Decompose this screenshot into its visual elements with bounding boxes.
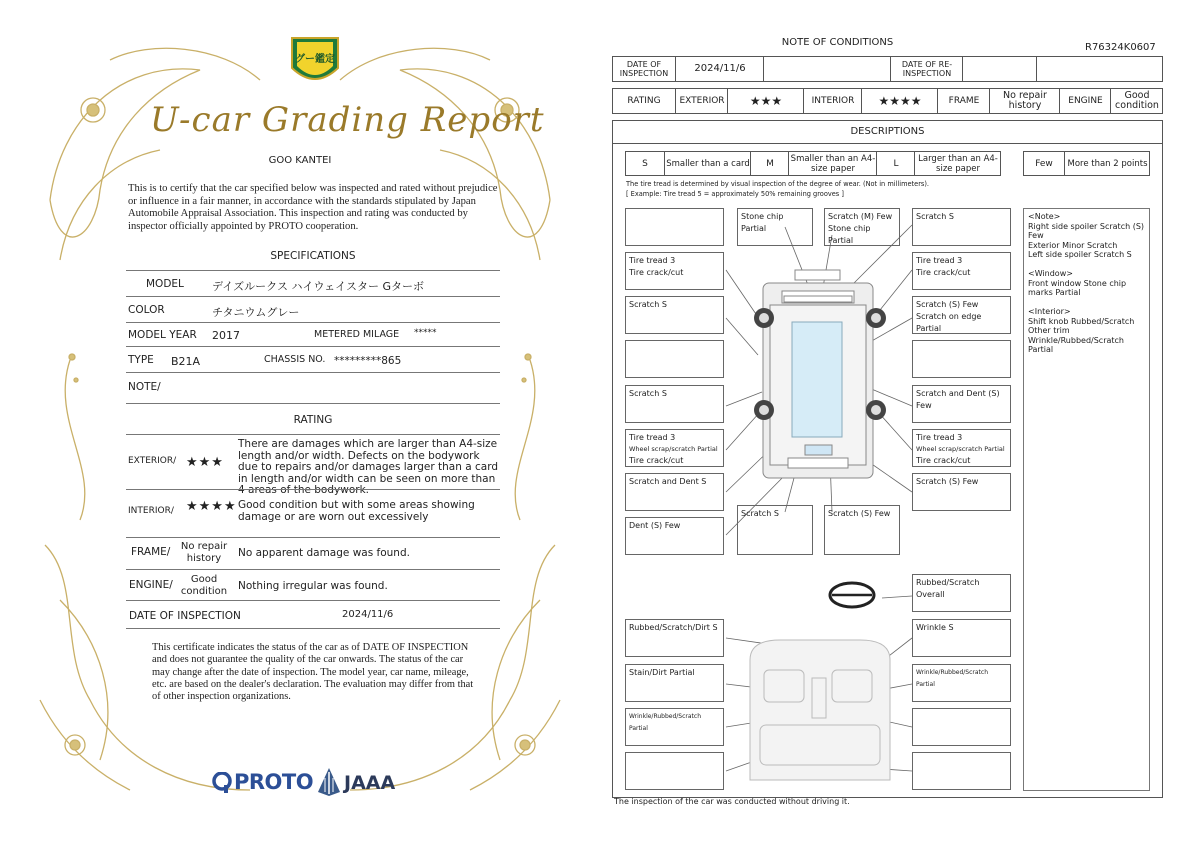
exterior-stars: ★★★ <box>186 455 224 470</box>
exterior-stars: ★★★ <box>727 89 804 113</box>
frame-label: FRAME/ <box>131 546 171 558</box>
date-of-inspection-label: DATE OF INSPECTION <box>129 610 241 622</box>
damage-box-left-front-tire <box>625 252 724 290</box>
certificate-footer: This certificate indicates the status of the car as of DATE OF INSPECTION and does not guarantee the quality of the car onwards. The status of the car may change after the date of inspection. The model year, car name, mileage, etc. are based on the dealer's declaration. The evaluation may differ from that of other inspection organizations. <box>152 642 474 703</box>
damage-box <box>625 752 724 790</box>
damage-text: Rubbed/Scratch Overall <box>916 578 980 599</box>
proto-logo: PROTO <box>234 770 314 794</box>
frame-label: FRAME <box>937 89 990 113</box>
chassis-value: *********865 <box>334 355 402 367</box>
damage-text: Scratch S <box>629 300 667 309</box>
model-year-label: MODEL YEAR <box>128 329 197 341</box>
damage-box-left-door <box>625 385 724 423</box>
damage-text: Tire tread 3 <box>916 433 963 442</box>
engine-value: Good condition <box>180 574 228 597</box>
legend-s: S <box>642 158 648 169</box>
tire-note-1: The tire tread is determined by visual inspection of the degree of wear. (Not in millimeters). <box>626 180 930 188</box>
interior-stars: ★★★★ <box>186 499 237 514</box>
frame-value: No repair history <box>989 89 1060 113</box>
interior-stars: ★★★★ <box>861 89 938 113</box>
damage-text: Scratch (M) Few Stone chip Partial <box>828 212 893 245</box>
damage-box <box>625 208 724 246</box>
damage-box-front-seat <box>625 664 724 702</box>
divider <box>126 489 500 490</box>
engine-value: Good condition <box>1110 89 1163 113</box>
damage-text: Scratch S <box>629 389 667 398</box>
damage-text: Scratch (S) Few <box>916 477 979 486</box>
legend-m-text: Smaller than an A4-size paper <box>788 152 877 175</box>
divider <box>126 628 500 629</box>
damage-box-left-rear-tire <box>625 429 724 467</box>
damage-text: Tire tread 3 Tire crack/cut <box>916 256 971 277</box>
note-of-conditions-sheet <box>600 0 1200 848</box>
mileage-label: METERED MILAGE <box>314 329 400 340</box>
damage-text: Tire tread 3 Tire crack/cut <box>629 256 684 277</box>
notes-panel <box>1023 208 1150 791</box>
damage-text: Scratch and Dent S <box>629 477 707 486</box>
rating-heading: RATING <box>293 414 333 426</box>
date-of-reinspection-label: DATE OF RE-INSPECTION <box>890 57 963 81</box>
engine-label: ENGINE <box>1059 89 1111 113</box>
damage-text: Wrinkle/Rubbed/Scratch Partial <box>629 713 701 732</box>
damage-text: Tire crack/cut <box>629 456 684 465</box>
divider <box>126 296 500 297</box>
damage-box-right-fender <box>912 296 1011 334</box>
damage-text: Scratch and Dent (S) Few <box>916 389 1000 410</box>
damage-text: Wrinkle S <box>916 623 954 632</box>
damage-box-driver-seat <box>912 664 1011 702</box>
organization-name: GOO KANTEI <box>268 155 332 166</box>
divider <box>126 403 500 404</box>
exterior-label: EXTERIOR <box>675 89 728 113</box>
damage-text: Tire crack/cut <box>916 456 971 465</box>
divider <box>126 270 500 271</box>
damage-text: Stain/Dirt Partial <box>629 668 695 677</box>
legend-few: Few <box>1035 158 1053 169</box>
type-value: B21A <box>171 355 201 368</box>
mileage-value: ***** <box>414 328 437 338</box>
interior-label: INTERIOR <box>803 89 862 113</box>
color-value: チタニウムグレー <box>212 306 300 319</box>
exterior-label: EXTERIOR/ <box>128 456 177 466</box>
model-value: デイズルークス ハイウェイスター Gターボ <box>212 280 424 293</box>
date-of-inspection-value: 2024/11/6 <box>675 57 764 81</box>
damage-text: Scratch S <box>741 509 779 518</box>
rating-label: RATING <box>627 96 661 106</box>
damage-text: Wheel scrap/scratch Partial <box>629 444 718 453</box>
damage-box <box>912 340 1011 378</box>
damage-box-rear-right <box>824 505 900 555</box>
legend-s-text: Smaller than a card <box>664 152 751 175</box>
chassis-label: CHASSIS NO. <box>264 354 326 365</box>
damage-text: Wheel scrap/scratch Partial <box>916 444 1005 453</box>
frame-description: No apparent damage was found. <box>238 547 410 559</box>
interior-description: Good condition but with some areas showing damage or are worn out excessively <box>238 499 475 523</box>
date-of-inspection-value: 2024/11/6 <box>342 609 394 620</box>
color-label: COLOR <box>128 304 165 316</box>
damage-text: Rubbed/Scratch/Dirt S <box>629 623 718 632</box>
damage-box <box>912 752 1011 790</box>
damage-text: Scratch (S) Few <box>828 509 891 518</box>
specifications-heading: SPECIFICATIONS <box>270 250 356 262</box>
damage-box <box>912 708 1011 746</box>
damage-box-left-trim <box>625 708 724 746</box>
divider <box>126 434 500 435</box>
damage-box-right-quarter <box>912 473 1011 511</box>
tire-note-2: [ Example: Tire tread 5 = approximately 50% remaining grooves ] <box>626 190 844 198</box>
damage-box-right-trim <box>912 619 1011 657</box>
damage-text: Dent (S) Few <box>629 521 681 530</box>
sheet-title: NOTE OF CONDITIONS <box>781 37 894 48</box>
proto-logo-icon <box>212 772 232 794</box>
damage-text: Scratch S <box>916 212 954 221</box>
report-title: U-car Grading Report <box>150 100 545 140</box>
exterior-description: There are damages which are larger than A4-size length and/or width. Defects on the bodywork due to repairs and/or damages larger than a card in length and/or width can be seen on more than 4 areas of the bodywork. <box>238 438 498 496</box>
divider <box>126 600 500 601</box>
reference-number: R76324K0607 <box>1085 42 1156 53</box>
descriptions-heading: DESCRIPTIONS <box>850 126 925 137</box>
damage-text: Wrinkle/Rubbed/Scratch Partial <box>916 669 988 688</box>
damage-box <box>625 340 724 378</box>
legend-l-text: Larger than an A4-size paper <box>914 152 1001 175</box>
divider <box>126 346 500 347</box>
damage-box-rear-left <box>737 505 813 555</box>
jaaa-logo: JAAA <box>344 772 396 794</box>
damage-text: Stone chip Partial <box>741 212 784 233</box>
jaaa-logo-icon <box>318 768 340 796</box>
damage-box-right-front-tire <box>912 252 1011 290</box>
frame-value: No repair history <box>180 541 228 564</box>
badge-text: グー鑑定 <box>295 54 335 65</box>
damage-box-hood <box>737 208 813 246</box>
certification-statement: This is to certify that the car specified below was inspected and rated without prejudice or influence in a fair manner, in accordance with the standards stipulated by Japan Automobile Appraisal Association. This inspection and rating was conducted by inspector officially appointed by PROTO cooperation. <box>128 183 498 232</box>
model-year-value: 2017 <box>212 329 240 342</box>
damage-box-left-fender <box>625 296 724 334</box>
legend-few-text: More than 2 points <box>1064 152 1150 175</box>
notes-text: <Note> Right side spoiler Scratch (S) Few Exterior Minor Scratch Left side spoiler Scratch S <Window> Front window Stone chip marks Partial <Interior> Shift knob Rubbed/Scratch Other trim Wrinkle/Rubbed/Scratch Partial <box>1028 212 1145 354</box>
damage-box-right-rear-tire <box>912 429 1011 467</box>
damage-box-left-quarter <box>625 473 724 511</box>
model-label: MODEL <box>146 278 184 290</box>
legend-m: M <box>750 152 789 175</box>
divider <box>126 322 500 323</box>
divider <box>126 372 500 373</box>
engine-description: Nothing irregular was found. <box>238 580 388 592</box>
date-of-inspection-label: DATE OF INSPECTION <box>619 60 669 78</box>
damage-box-dashboard <box>625 619 724 657</box>
damage-box-front-bumper <box>912 208 1011 246</box>
legend-l: L <box>876 152 915 175</box>
damage-box-windshield <box>824 208 900 246</box>
damage-box-steering <box>912 574 1011 612</box>
damage-box-right-door <box>912 385 1011 423</box>
sheet-footer: The inspection of the car was conducted without driving it. <box>614 797 850 806</box>
divider <box>126 569 500 570</box>
divider <box>126 537 500 538</box>
interior-label: INTERIOR/ <box>128 506 174 516</box>
damage-text: Scratch (S) Few Scratch on edge Partial <box>916 300 982 333</box>
engine-label: ENGINE/ <box>129 579 173 591</box>
damage-text: Tire tread 3 <box>629 433 676 442</box>
type-label: TYPE <box>128 354 154 366</box>
note-label: NOTE/ <box>128 381 161 393</box>
damage-box-left-bumper <box>625 517 724 555</box>
